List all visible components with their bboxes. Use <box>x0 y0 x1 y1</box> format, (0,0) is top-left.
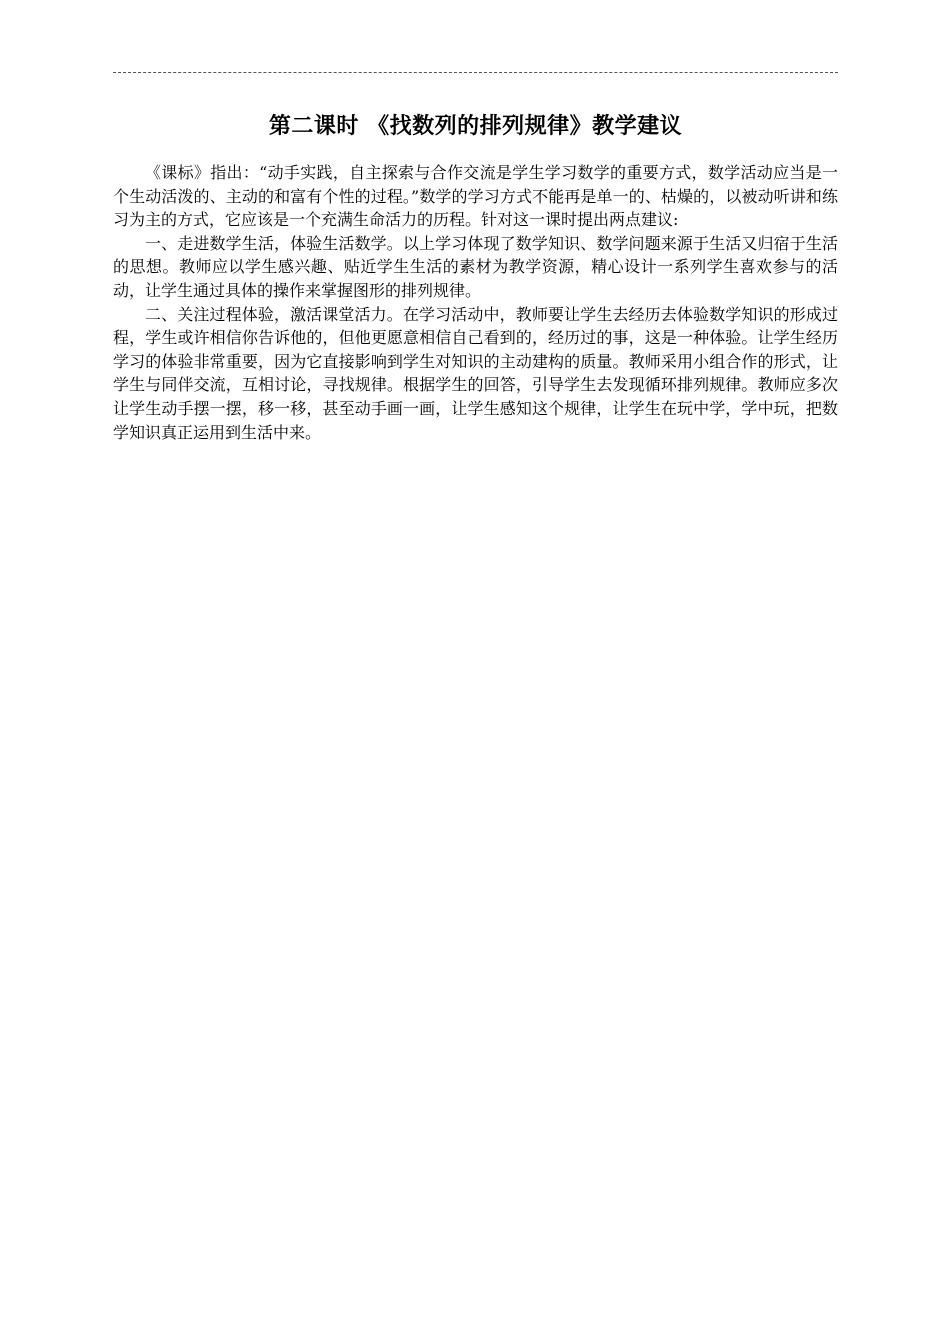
paragraph-intro: 《课标》指出：“动手实践，自主探索与合作交流是学生学习数学的重要方式，数学活动应当是一个生动活泼的、主动的和富有个性的过程。”数学的学习方式不能再是单一的、枯燥的，以被动听讲和练习为主的方式，它应该是一个充满生命活力的历程。针对这一课时提出两点建议: <box>113 163 838 230</box>
document-body <box>113 161 838 444</box>
document-title: 第二课时 《找数列的排列规律》教学建议 <box>268 113 683 139</box>
header-dashed-rule <box>113 72 838 73</box>
paragraph-suggestion-one: 一、走进数学生活，体验生活数学。以上学习体现了数学知识、数学问题来源于生活又归宿于生活的思想。教师应以学生感兴趣、贴近学生生活的素材为教学资源，精心设计一系列学生喜欢参与的活动，让学生通过具体的操作来掌握图形的排列规律。 <box>113 233 838 300</box>
paragraph-suggestion-two: 二、关注过程体验，激活课堂活力。在学习活动中，教师要让学生去经历去体验数学知识的形成过程，学生或许相信你告诉他的，但他更愿意相信自己看到的，经历过的事，这是一种体验。让学生经历学习的体验非常重要，因为它直接影响到学生对知识的主动建构的质量。教师采用小组合作的形式，让学生与同伴交流，互相讨论，寻找规律。根据学生的回答，引导学生去发现循环排列规律。教师应多次让学生动手摆一摆，移一移，甚至动手画一画，让学生感知这个规律，让学生在玩中学，学中玩，把数学知识真正运用到生活中来。 <box>113 304 838 442</box>
